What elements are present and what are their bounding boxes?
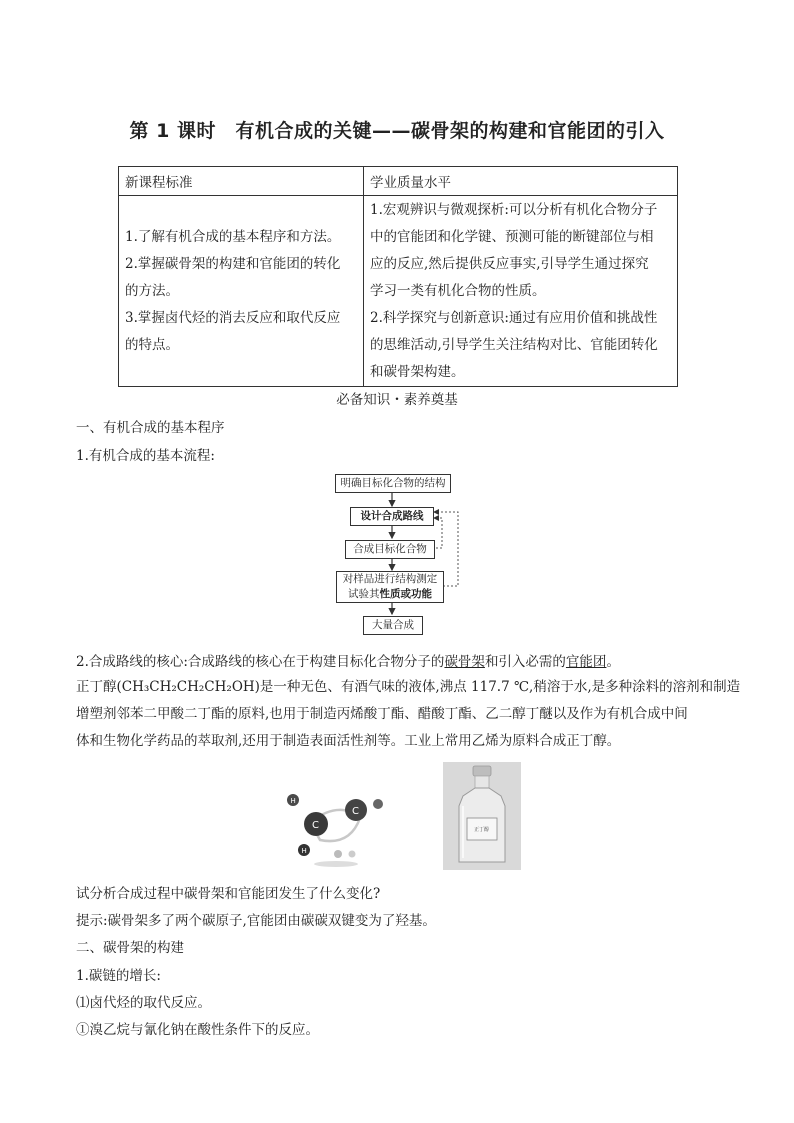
standards-cell [119, 196, 364, 387]
hint: 提示:碳骨架多了两个碳原子,官能团由碳碳双键变为了羟基。 [76, 913, 436, 929]
core-prefix: 2.合成路线的核心:合成路线的核心在于构建目标化合物分子的 [76, 654, 445, 670]
heading-2-1-1-a: ①溴乙烷与氰化钠在酸性条件下的反应。 [76, 1022, 319, 1038]
flow-step-4-line-1: 对样品进行结构测定 [342, 573, 438, 585]
section-label: 必备知识・素养奠基 [336, 392, 458, 408]
atom-label: C [312, 820, 319, 831]
quality-line: 应的反应,然后提供反应事实,引导学生通过探究 [370, 255, 649, 272]
hydrogen-atom [334, 850, 342, 858]
table-header-left: 新课程标准 [119, 167, 364, 196]
atom-label: H [301, 847, 307, 855]
atom-label: H [290, 797, 296, 805]
quality-line: 学习一类有机化合物的性质。 [370, 282, 546, 299]
hydrogen-atom [349, 851, 356, 858]
standard-line: 2.掌握碳骨架的构建和官能团的转化 [125, 255, 341, 272]
quality-cell [364, 196, 678, 387]
paragraph-line: 体和生物化学药品的萃取剂,还用于制造表面活性剂等。工业上常用乙烯为原料合成正丁醇。 [76, 733, 621, 749]
flow-step-2: 设计合成路线 [350, 507, 434, 526]
question: 试分析合成过程中碳骨架和官能团发生了什么变化? [76, 886, 381, 902]
standard-line: 的特点。 [125, 336, 179, 353]
hydrogen-atom [373, 799, 383, 809]
flow-step-4-line-2 [337, 587, 443, 602]
heading-1: 一、有机合成的基本程序 [76, 420, 225, 436]
flow-step-4-prefix: 试验其 [348, 588, 380, 600]
standards-table [118, 166, 678, 387]
heading-2-1: 1.碳链的增长: [76, 968, 161, 984]
paragraph-line: 增塑剂邻苯二甲酸二丁酯的原料,也用于制造丙烯酸丁酯、醋酸丁酯、乙二醇丁醚以及作为有机合成中间 [76, 706, 688, 722]
heading-2: 二、碳骨架的构建 [76, 940, 184, 956]
bottle-label-text: 正丁醇 [474, 827, 490, 833]
flow-step-1: 明确目标化合物的结构 [335, 474, 451, 493]
quality-line: 和碳骨架构建。 [370, 363, 465, 380]
butanol-bottle-image [443, 762, 521, 870]
flow-step-4-emphasis: 性质或功能 [379, 588, 432, 600]
core-suffix: 。 [606, 654, 620, 670]
quality-line: 中的官能团和化学键、预测可能的断键部位与相 [370, 228, 654, 245]
flow-step-5: 大量合成 [363, 616, 423, 635]
standard-line: 的方法。 [125, 282, 179, 299]
butanol-paragraph [76, 674, 741, 755]
quality-line: 2.科学探究与创新意识:通过有应用价值和挑战性 [370, 309, 658, 326]
heading-2-1-1: ⑴卤代烃的取代反应。 [76, 995, 211, 1011]
standard-line: 3.掌握卤代烃的消去反应和取代反应 [125, 309, 341, 326]
core-term-carbon-skeleton: 碳骨架 [444, 654, 485, 670]
core-term-functional-group: 官能团 [565, 654, 607, 670]
quality-line: 1.宏观辨识与微观探析:可以分析有机化合物分子 [370, 201, 658, 218]
core-mid: 和引入必需的 [484, 654, 566, 670]
table-header-right: 学业质量水平 [364, 167, 678, 196]
page-title: 第 1 课时 有机合成的关键——碳骨架的构建和官能团的引入 [129, 120, 665, 142]
flow-step-3: 合成目标化合物 [345, 540, 435, 559]
heading-1-1: 1.有机合成的基本流程: [76, 448, 215, 464]
flow-step-4 [336, 571, 444, 603]
quality-line: 的思维活动,引导学生关注结构对比、官能团转化 [370, 336, 658, 353]
paragraph-line: 正丁醇(CH₃CH₂CH₂CH₂OH)是一种无色、有酒气味的液体,沸点 117.7 ℃,稍溶于水,是多种涂料的溶剂和制造 [76, 679, 741, 695]
molecule-model-image [280, 780, 400, 870]
core-statement [76, 650, 620, 670]
atom-label: C [352, 806, 359, 817]
standard-line: 1.了解有机合成的基本程序和方法。 [125, 228, 341, 245]
